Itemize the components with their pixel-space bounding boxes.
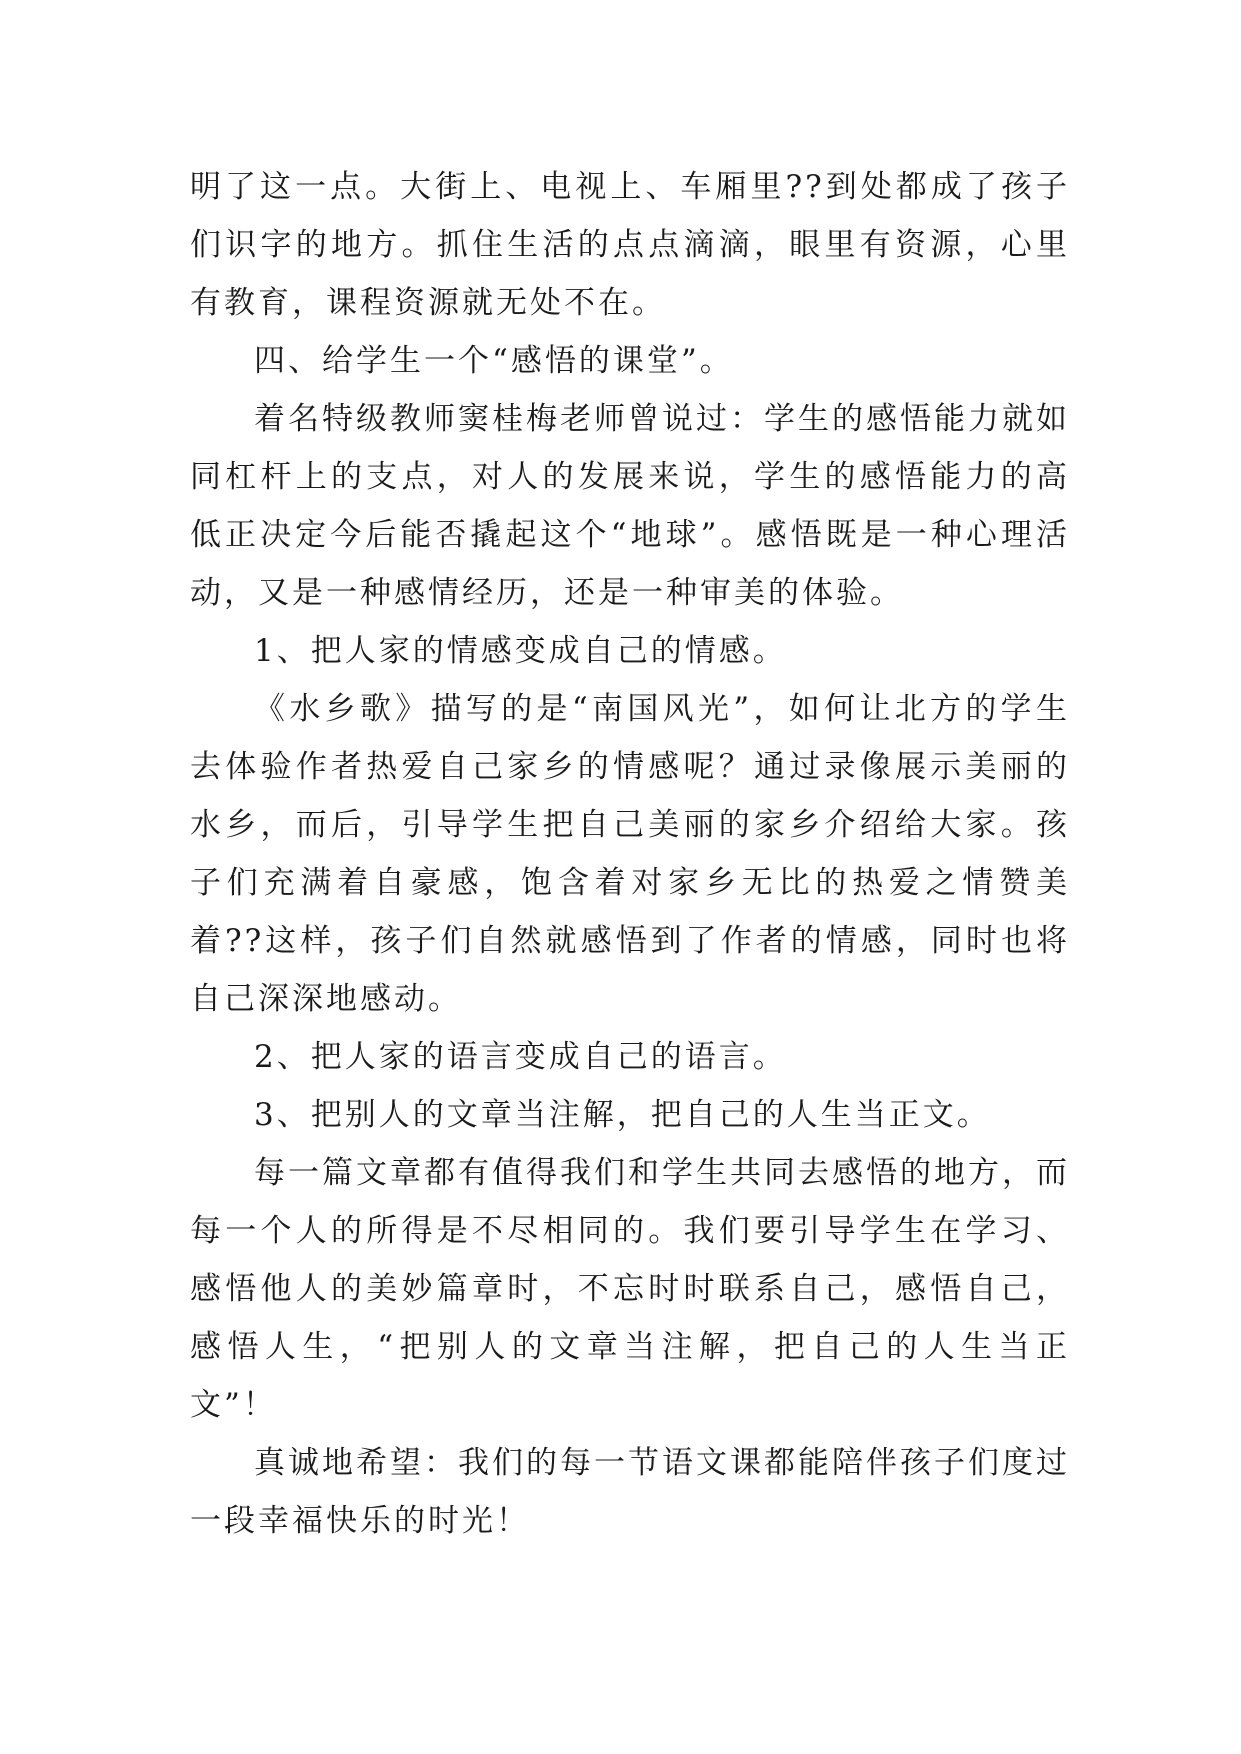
paragraph-closing-wish: 真诚地希望：我们的每一节语文课都能陪伴孩子们度过一段幸福快乐的时光！ xyxy=(190,1445,1070,1539)
subheading-one: 1、把人家的情感变成自己的情感。 xyxy=(254,633,787,669)
subheading-three: 3、把别人的文章当注解，把自己的人生当正文。 xyxy=(254,1097,991,1133)
paragraph-quote-dou-guimei: 着名特级教师窦桂梅老师曾说过：学生的感悟能力就如同杠杆上的支点，对人的发展来说，学生的感悟能力的高低正决定今后能否撬起这个“地球”。感悟既是一种心理活动，又是一种感情经历，还是一种审美的体验。 xyxy=(190,401,1070,611)
paragraph-every-article: 每一篇文章都有值得我们和学生共同去感悟的地方，而每一个人的所得是不尽相同的。我们要引导学生在学习、感悟他人的美妙篇章时，不忘时时联系自己，感悟自己，感悟人生，“把别人的文章当注解，把自己的人生当正文”！ xyxy=(190,1155,1070,1423)
paragraph-continuation: 明了这一点。大街上、电视上、车厢里??到处都成了孩子们识字的地方。抓住生活的点点滴滴，眼里有资源，心里有教育，课程资源就无处不在。 xyxy=(190,169,1070,321)
section-heading-four: 四、给学生一个“感悟的课堂”。 xyxy=(254,343,734,379)
subheading-two: 2、把人家的语言变成自己的语言。 xyxy=(254,1039,787,1075)
paragraph-shuixiangge: 《水乡歌》描写的是“南国风光”，如何让北方的学生去体验作者热爱自己家乡的情感呢？通过录像展示美丽的水乡，而后，引导学生把自己美丽的家乡介绍给大家。孩子们充满着自豪感，饱含着对家乡无比的热爱之情赞美着??这样，孩子们自然就感悟到了作者的情感，同时也将自己深深地感动。 xyxy=(190,691,1070,1017)
document-body xyxy=(190,158,1070,1550)
